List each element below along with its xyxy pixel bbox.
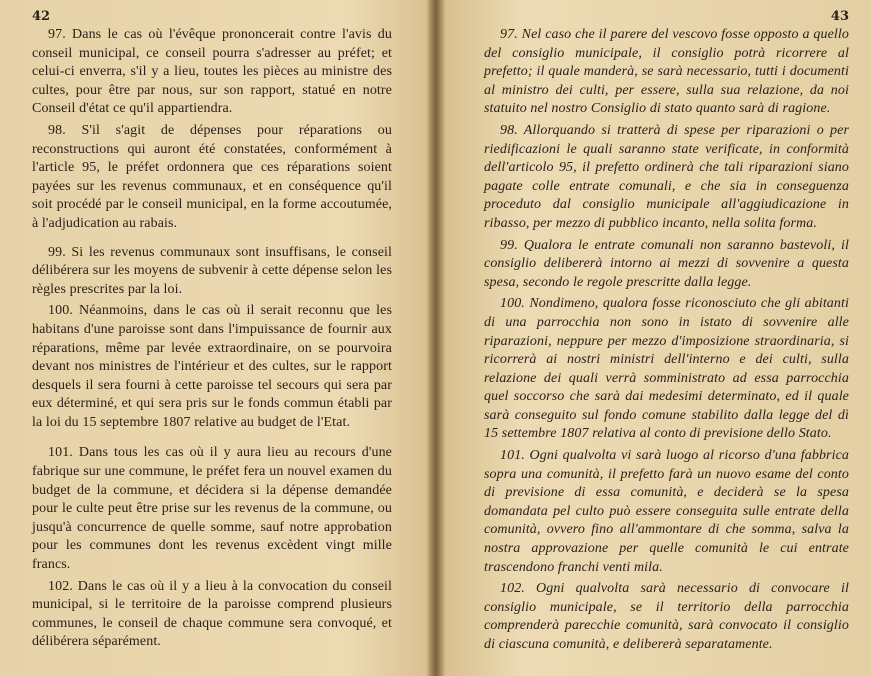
article-98-fr: 98. S'il s'agit de dépenses pour réparations ou reconstructions qui auront été constatées, conformément à l'article 95, le préfet ordonnera que ces réparations soient payées sur les revenus communaux, et en conséquence qu'il soit procédé par le conseil municipal, en la forme accoutumée, à l'adjudication au rabais. bbox=[32, 122, 392, 231]
article-101-fr: 101. Dans tous les cas où il y aura lieu au recours d'une fabrique sur une commune, le préfet fera un nouvel examen du budget de la commune, et décidera si la dépense demandée pour le culte peut être prise sur les revenus de la commune, ou jusqu'à concurrence de quelle somme, sauf notre approbation pour les communes dont les revenus excèdent vingt mille francs. bbox=[32, 445, 392, 573]
article-101-it: 101. Ogni qualvolta vi sarà luogo al ricorso d'una fabbrica sopra una comunità, il prefetto farà un nuovo esame del conto di previsione di essa comunità, e deciderà se la spesa domandata pel culto può essere conseguita sulle entrate della comunità, ovvero fino all'ammontare di che somma, salva la nostra approvazione per quelle comunità le cui entrate trascendono franchi venti mila. bbox=[484, 448, 849, 575]
article-97-it: 97. Nel caso che il parere del vescovo fosse opposto a quello del consiglio municipale, il consiglio potrà ricorrere al prefetto; il quale manderà, se sarà necessario, tutti i documenti al ministro dei culti, per essere, sulla sua relazione, da noi statuito nel nostro Consiglio di stato quanto sarà di ragione. bbox=[484, 27, 849, 117]
page-number: 43 bbox=[830, 9, 849, 24]
left-page bbox=[0, 0, 432, 676]
article-102-it: 102. Ogni qualvolta sarà necessario di convocare il consiglio municipale, se il territorio della parrocchia comprenderà parecchie comunità, sarà convocato il consiglio di ciascuna comunità, e delibererà separatamente. bbox=[484, 581, 849, 652]
article-100-fr: 100. Néanmoins, dans le cas où il serait reconnu que les habitans d'une paroisse sont dans l'impuissance de fournir aux réparations, même par levée extraordinaire, on se pourvoira devant nos ministres de l'intérieur et des cultes, sur le rapport desquels il sera fourni à cette paroisse tel secours qui sera par eux déterminé, et qui sera pris sur le fonds commun établi par la loi du 15 septembre 1807 relative au budget de l'Etat. bbox=[32, 303, 392, 430]
article-100-it: 100. Nondimeno, qualora fosse riconosciuto che gli abitanti di una parrocchia non sono in istato di sovvenire alle riparazioni, neppure per mezzo d'imposizione straordinaria, si ricorrerà ai nostri ministri dell'interno e dei culti, sulla relazione dei quali verrà somministrato ad essa parrocchia quel soccorso che sarà dai medesimi determinato, ed il quale sarà conseguito sul fondo comune stabilito dalla legge del dì 15 settembre 1807 relativa al conto di previsione dello Stato. bbox=[484, 296, 849, 442]
article-99-it: 99. Qualora le entrate comunali non saranno bastevoli, il consiglio delibererà intorno ai mezzi di sovvenire a questa spesa, secondo le regole prescritte dalla legge. bbox=[484, 237, 849, 290]
article-97-fr: 97. Dans le cas où l'évêque prononcerait contre l'avis du conseil municipal, ce conseil pourra s'adresser au préfet; et celui-ci enverra, s'il y a lieu, toutes les pièces au ministre des cultes, pour être par nous, sur son rapport, statué en notre Conseil d'état ce qu'il appartiendra. bbox=[32, 27, 392, 117]
article-98-it: 98. Allorquando si tratterà di spese per riparazioni o per riedificazioni le quali saranno state verificate, in conformità dell'articolo 95, il prefetto ordinerà che tali riparazioni siano pagate colle entrate comunali, e che sia in conseguenza proceduto dal consiglio municipale all'aggiudicazione in ribasso, per mezzo di pubblico incanto, nella solita forma. bbox=[484, 122, 849, 231]
article-102-fr: 102. Dans le cas où il y a lieu à la convocation du conseil municipal, si le territoire de la paroisse comprend plusieurs communes, le conseil de chaque commune sera convoqué, et délibérera séparément. bbox=[32, 578, 392, 650]
article-99-fr: 99. Si les revenus communaux sont insuffisans, le conseil délibérera sur les moyens de subvenir à cette dépense selon les règles prescrites par la loi. bbox=[32, 244, 392, 297]
right-page bbox=[440, 0, 871, 676]
page-number: 42 bbox=[32, 9, 51, 24]
